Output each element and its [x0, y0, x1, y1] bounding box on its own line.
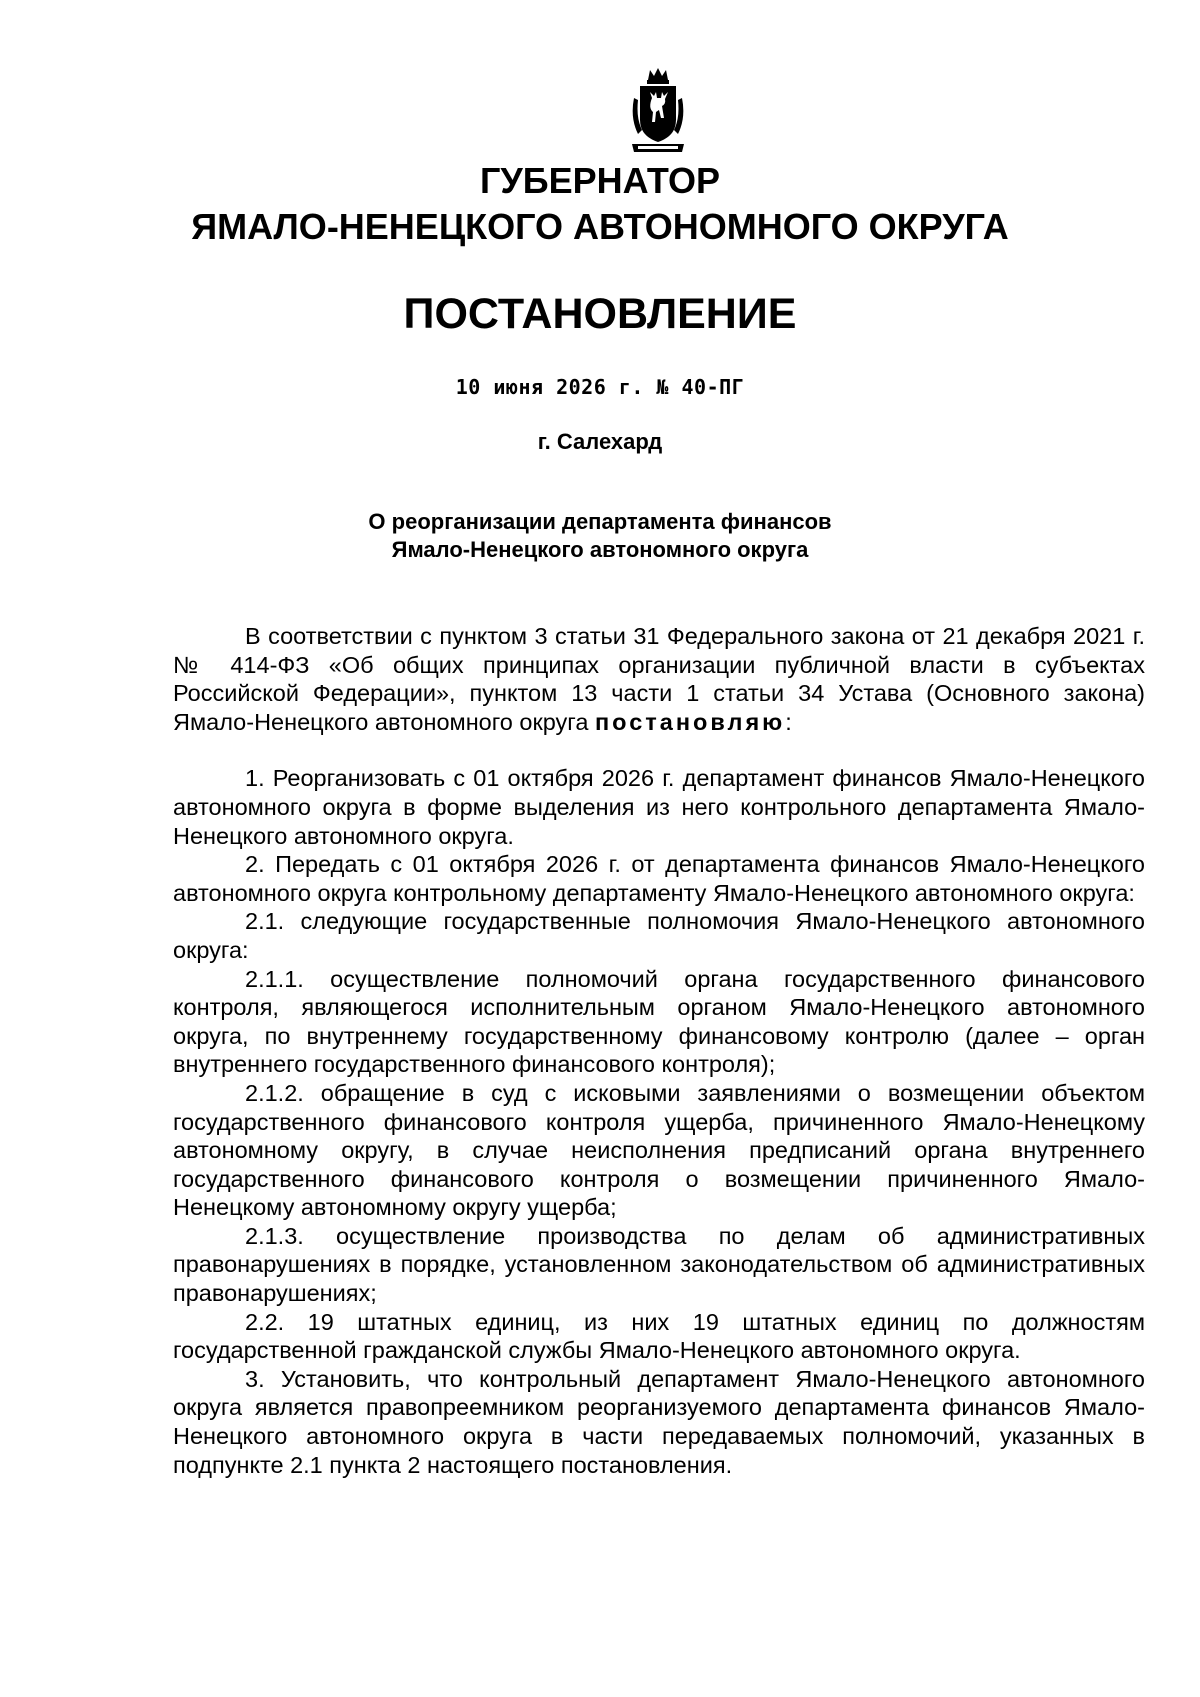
- paragraph-2-1: 2.1. следующие государственные полномочия Ямало-Ненецкого автономного округа:: [173, 908, 1145, 963]
- preamble-text: В соответствии с пунктом 3 статьи 31 Федерального закона от 21 декабря 2021 г. № 414-ФЗ «Об общих принципах организации публичной власти в субъектах Российской Федерации», пунктом 13 части 1 статьи 34 Устава (Основного закона) Ямало-Ненецкого автономного округа: [173, 623, 1145, 735]
- document-type: ПОСТАНОВЛЕНИЕ: [403, 290, 797, 338]
- paragraph-3: 3. Установить, что контрольный департамент Ямало-Ненецкого автономного округа является правопреемником реорганизуемого департамента финансов Ямало-Ненецкого автономного округа в части передаваемых полномочий, указанных в подпункте 2.1 пункта 2 настоящего постановления.: [173, 1365, 1145, 1478]
- preamble-paragraph: [173, 622, 1145, 736]
- paragraph-2-1-2: 2.1.2. обращение в суд с исковыми заявлениями о возмещении объектом государственного финансового контроля ущерба, причиненного Ямало-Ненецкому автономному округу, в случае неисполнения предписаний органа внутреннего государственного финансового контроля о возмещении причиненного Ямало-Ненецкому автономному округу ущерба;: [173, 1079, 1145, 1221]
- coat-of-arms-icon: [628, 68, 688, 158]
- title-line-2: ЯМАЛО-НЕНЕЦКОГО АВТОНОМНОГО ОКРУГА: [191, 206, 1009, 247]
- preamble-end: :: [785, 708, 792, 735]
- city: г. Салехард: [537, 429, 663, 454]
- paragraph-1: 1. Реорганизовать с 01 октября 2026 г. департамент финансов Ямало-Ненецкого автономного округа в форме выделения из него контрольного департамента Ямало-Ненецкого автономного округа.: [173, 765, 1145, 849]
- governor-title: [0, 158, 1200, 250]
- subject-line-2: Ямало-Ненецкого автономного округа: [391, 537, 809, 562]
- paragraph-2-2: 2.2. 19 штатных единиц, из них 19 штатных единиц по должностям государственной гражданской службы Ямало-Ненецкого автономного округа.: [173, 1308, 1145, 1364]
- document-subject: [0, 508, 1200, 564]
- title-line-1: ГУБЕРНАТОР: [479, 160, 720, 201]
- paragraph-2-1-3: 2.1.3. осуществление производства по делам об административных правонарушениях в порядке, установленном законодательством об административных правонарушениях;: [173, 1222, 1145, 1307]
- decree-word: постановляю: [594, 708, 786, 735]
- document-body: [173, 622, 1145, 1479]
- subject-line-1: О реорганизации департамента финансов: [368, 509, 832, 534]
- date-number: 10 июня 2026 г. № 40-ПГ: [455, 375, 745, 399]
- paragraph-2-1-1: 2.1.1. осуществление полномочий органа государственного финансового контроля, являющегося исполнительным органом Ямало-Ненецкого автономного округа, по внутреннему государственному финансовому контролю (далее – орган внутреннего государственного финансового контроля);: [173, 965, 1145, 1078]
- paragraph-2: 2. Передать с 01 октября 2026 г. от департамента финансов Ямало-Ненецкого автономного округа контрольному департаменту Ямало-Ненецкого автономного округа:: [173, 851, 1145, 906]
